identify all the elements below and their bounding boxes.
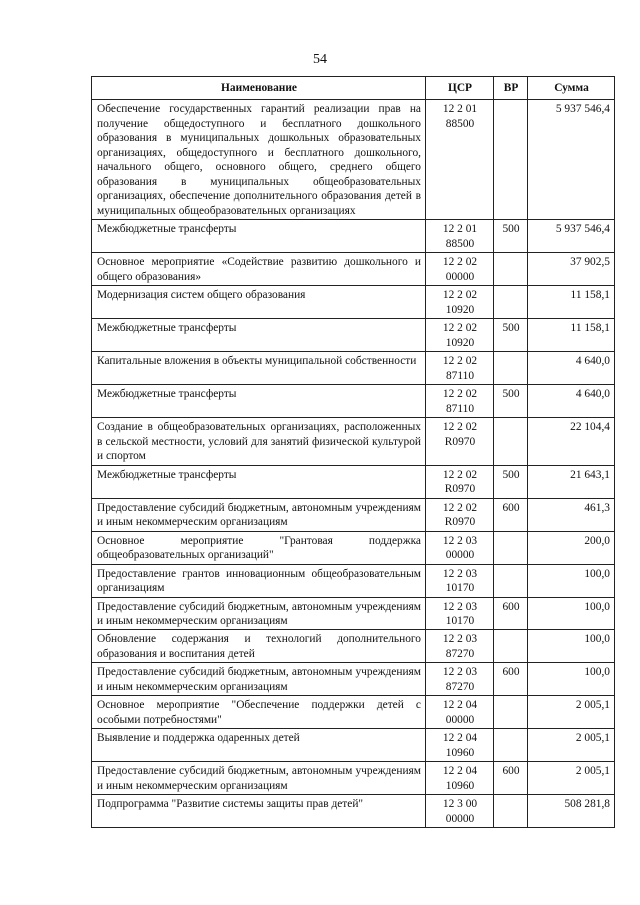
row-sum: 4 640,0 xyxy=(528,385,615,418)
row-name: Предоставление субсидий бюджетным, автономным учреждениям и иным некоммерческим организациям xyxy=(92,597,426,630)
row-csr-program: 12 2 01 xyxy=(442,223,478,236)
row-name: Обеспечение государственных гарантий реализации прав на получение общедоступного и бесплатного дошкольного образования в муниципальных дошкольных образовательных организациях, общедоступного и бесплатного дошкольного, начального общего, основного общего, среднего общего образования в муниципальных общеобразовательных организациях, обеспечение дополнительного образования детей в муниципальных общеобразовательных организациях xyxy=(92,100,426,220)
row-csr-code: R0970 xyxy=(444,435,476,448)
row-name: Межбюджетные трансферты xyxy=(92,319,426,352)
row-csr-code: 10920 xyxy=(445,336,475,349)
row-csr-program: 12 3 00 xyxy=(442,798,478,811)
row-sum: 21 643,1 xyxy=(528,465,615,498)
table-row xyxy=(92,319,615,352)
row-sum: 11 158,1 xyxy=(528,286,615,319)
row-vr xyxy=(494,795,528,828)
row-csr-code: 87110 xyxy=(445,369,475,382)
row-sum: 100,0 xyxy=(528,630,615,663)
row-csr-code: 10170 xyxy=(445,582,475,595)
row-csr-program: 12 2 03 xyxy=(442,567,478,580)
row-name: Выявление и поддержка одаренных детей xyxy=(92,729,426,762)
row-name: Предоставление грантов инновационным общеобразовательным организациям xyxy=(92,564,426,597)
row-csr-code: 10960 xyxy=(445,746,475,759)
row-name: Подпрограмма "Развитие системы защиты прав детей" xyxy=(92,795,426,828)
row-name: Модернизация систем общего образования xyxy=(92,286,426,319)
row-vr: 500 xyxy=(494,385,528,418)
row-csr xyxy=(426,531,494,564)
row-vr xyxy=(494,729,528,762)
table-row xyxy=(92,385,615,418)
row-name: Предоставление субсидий бюджетным, автономным учреждениям и иным некоммерческим организациям xyxy=(92,498,426,531)
row-vr xyxy=(494,253,528,286)
row-sum: 508 281,8 xyxy=(528,795,615,828)
row-csr xyxy=(426,498,494,531)
row-csr xyxy=(426,564,494,597)
row-sum: 2 005,1 xyxy=(528,696,615,729)
row-csr xyxy=(426,630,494,663)
row-sum: 2 005,1 xyxy=(528,729,615,762)
row-csr-code: 00000 xyxy=(445,549,475,562)
table-row xyxy=(92,564,615,597)
row-name: Обновление содержания и технологий дополнительного образования и воспитания детей xyxy=(92,630,426,663)
row-csr xyxy=(426,352,494,385)
row-csr-code: 10170 xyxy=(445,614,475,627)
row-csr-code: 00000 xyxy=(445,812,475,825)
row-name: Межбюджетные трансферты xyxy=(92,220,426,253)
row-sum: 5 937 546,4 xyxy=(528,100,615,220)
header-name: Наименование xyxy=(92,77,426,100)
row-csr-code: 88500 xyxy=(445,237,475,250)
row-sum: 5 937 546,4 xyxy=(528,220,615,253)
row-sum: 200,0 xyxy=(528,531,615,564)
row-csr-code: 87270 xyxy=(445,647,475,660)
row-vr: 500 xyxy=(494,220,528,253)
row-csr-program: 12 2 03 xyxy=(442,534,478,547)
row-vr xyxy=(494,531,528,564)
row-name: Основное мероприятие "Обеспечение поддержки детей с особыми потребностями" xyxy=(92,696,426,729)
row-vr: 600 xyxy=(494,597,528,630)
table-row xyxy=(92,795,615,828)
budget-table xyxy=(91,76,615,828)
table-row xyxy=(92,729,615,762)
table-row xyxy=(92,762,615,795)
row-vr xyxy=(494,100,528,220)
row-sum: 100,0 xyxy=(528,663,615,696)
table-row xyxy=(92,630,615,663)
row-sum: 37 902,5 xyxy=(528,253,615,286)
table-row xyxy=(92,100,615,220)
row-csr xyxy=(426,418,494,465)
row-csr-code: 10960 xyxy=(445,779,475,792)
row-csr-code: 87110 xyxy=(445,402,475,415)
table-row xyxy=(92,286,615,319)
row-vr: 600 xyxy=(494,762,528,795)
row-csr-code: 88500 xyxy=(445,117,475,130)
row-csr-code: 10920 xyxy=(445,303,475,316)
table-row xyxy=(92,352,615,385)
row-sum: 22 104,4 xyxy=(528,418,615,465)
row-name: Создание в общеобразовательных организациях, расположенных в сельской местности, условий для занятий физической культурой и спортом xyxy=(92,418,426,465)
row-csr-program: 12 2 02 xyxy=(442,468,478,481)
row-vr: 500 xyxy=(494,465,528,498)
row-csr-program: 12 2 02 xyxy=(442,256,478,269)
row-name: Предоставление субсидий бюджетным, автономным учреждениям и иным некоммерческим организациям xyxy=(92,762,426,795)
row-csr-program: 12 2 02 xyxy=(442,388,478,401)
row-csr xyxy=(426,100,494,220)
row-vr xyxy=(494,352,528,385)
row-csr-program: 12 2 01 xyxy=(442,103,478,116)
row-vr: 500 xyxy=(494,319,528,352)
row-csr-program: 12 2 02 xyxy=(442,322,478,335)
row-csr xyxy=(426,663,494,696)
row-name: Основное мероприятие "Грантовая поддержка общеобразовательных организаций" xyxy=(92,531,426,564)
row-vr xyxy=(494,418,528,465)
row-csr-program: 12 2 04 xyxy=(442,699,478,712)
row-csr-program: 12 2 02 xyxy=(442,501,478,514)
row-vr: 600 xyxy=(494,498,528,531)
row-csr-program: 12 2 02 xyxy=(442,421,478,434)
row-name: Капитальные вложения в объекты муниципальной собственности xyxy=(92,352,426,385)
row-csr-program: 12 2 02 xyxy=(442,289,478,302)
row-csr xyxy=(426,762,494,795)
row-csr xyxy=(426,220,494,253)
table-row xyxy=(92,696,615,729)
row-csr xyxy=(426,795,494,828)
table-header-row xyxy=(92,77,615,100)
row-csr-code: 00000 xyxy=(445,270,475,283)
row-vr xyxy=(494,696,528,729)
header-csr: ЦСР xyxy=(426,77,494,100)
row-vr: 600 xyxy=(494,663,528,696)
table-row xyxy=(92,465,615,498)
row-name: Основное мероприятие «Содействие развитию дошкольного и общего образования» xyxy=(92,253,426,286)
row-vr xyxy=(494,564,528,597)
row-csr-program: 12 2 03 xyxy=(442,633,478,646)
row-csr-program: 12 2 03 xyxy=(442,600,478,613)
row-vr xyxy=(494,630,528,663)
row-csr xyxy=(426,465,494,498)
row-csr xyxy=(426,286,494,319)
row-sum: 4 640,0 xyxy=(528,352,615,385)
row-csr xyxy=(426,253,494,286)
row-csr xyxy=(426,696,494,729)
row-csr-code: 00000 xyxy=(445,713,475,726)
header-sum: Сумма xyxy=(528,77,615,100)
header-vr: ВР xyxy=(494,77,528,100)
table-row xyxy=(92,597,615,630)
row-sum: 100,0 xyxy=(528,597,615,630)
row-csr xyxy=(426,597,494,630)
row-name: Предоставление субсидий бюджетным, автономным учреждениям и иным некоммерческим организациям xyxy=(92,663,426,696)
row-sum: 100,0 xyxy=(528,564,615,597)
row-csr-program: 12 2 02 xyxy=(442,355,478,368)
row-sum: 461,3 xyxy=(528,498,615,531)
row-csr-code: R0970 xyxy=(444,483,476,496)
row-name: Межбюджетные трансферты xyxy=(92,385,426,418)
page-number: 54 xyxy=(313,52,327,67)
row-sum: 2 005,1 xyxy=(528,762,615,795)
row-csr-program: 12 2 03 xyxy=(442,666,478,679)
row-sum: 11 158,1 xyxy=(528,319,615,352)
row-csr-code: R0970 xyxy=(444,516,476,529)
table-row xyxy=(92,531,615,564)
row-csr xyxy=(426,319,494,352)
row-csr-program: 12 2 04 xyxy=(442,765,478,778)
row-vr xyxy=(494,286,528,319)
row-csr xyxy=(426,385,494,418)
row-csr-program: 12 2 04 xyxy=(442,732,478,745)
table-row xyxy=(92,418,615,465)
row-name: Межбюджетные трансферты xyxy=(92,465,426,498)
table-row xyxy=(92,253,615,286)
table-row xyxy=(92,498,615,531)
table-row xyxy=(92,663,615,696)
table-row xyxy=(92,220,615,253)
row-csr xyxy=(426,729,494,762)
row-csr-code: 87270 xyxy=(445,680,475,693)
